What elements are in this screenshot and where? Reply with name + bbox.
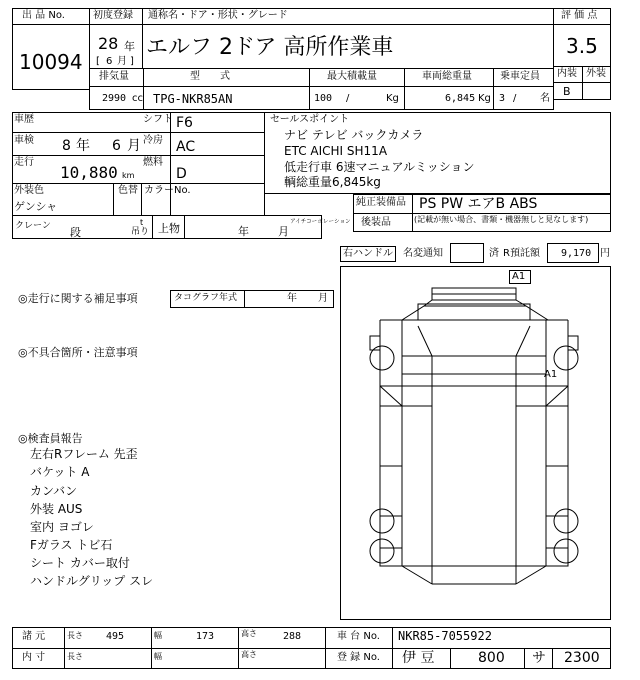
eval-label: 評 価 点 — [561, 10, 598, 21]
displacement: 2990 — [102, 93, 127, 104]
displacement-unit: cc — [132, 93, 143, 104]
inspection-month-unit: 月 — [127, 138, 141, 154]
inspection-year-unit: 年 — [76, 138, 90, 154]
divider — [12, 183, 265, 184]
name-change-box — [450, 243, 484, 263]
crane-stage: 段 — [70, 226, 81, 239]
divider — [524, 648, 525, 669]
divider — [170, 112, 171, 216]
gross-weight-kg: Kg — [478, 93, 491, 104]
ext-color-label: 外装色 — [14, 185, 44, 196]
inspector-item-2: バケット A — [30, 465, 90, 479]
divider — [12, 648, 611, 649]
ext-color: ゲンシャ — [14, 200, 58, 213]
mileage: 10,880 — [60, 163, 118, 182]
fuel: D — [176, 166, 187, 182]
dimensions-label: 諸 元 — [22, 631, 46, 642]
divider — [184, 215, 185, 239]
stock-no: 10094 — [19, 50, 83, 74]
ac: AC — [176, 139, 196, 155]
divider — [553, 24, 611, 25]
divider — [404, 68, 405, 110]
sales-point-4: 輌総重量6,845kg — [284, 175, 381, 189]
divider — [244, 290, 245, 308]
divider — [309, 68, 310, 110]
name-label: 通称名・ドア・形状・グレード — [148, 10, 288, 21]
reg-number: 2300 — [564, 650, 600, 666]
max-load: 100 — [314, 93, 333, 104]
shift-label: シフト — [143, 114, 173, 125]
name-change-label: 名変通知 — [403, 248, 443, 259]
inspector-item-3: カンバン — [30, 484, 78, 498]
crane-t: t — [140, 218, 144, 227]
divider — [143, 68, 144, 110]
inspection-month: 6 — [112, 138, 121, 154]
capacity: 3 — [499, 93, 506, 104]
yen: 円 — [600, 248, 610, 259]
divider — [238, 627, 239, 669]
mileage-unit: km — [122, 171, 135, 180]
inspection-year: 8 — [62, 138, 71, 154]
capacity-label: 乗車定員 — [500, 71, 540, 82]
divider — [493, 68, 494, 110]
month-bracket-open: [ — [96, 56, 100, 67]
recycle-fee: 9,170 — [561, 248, 592, 259]
gross-weight: 6,845 — [445, 93, 476, 104]
max-load-kg: Kg — [386, 93, 399, 104]
in-height-label: 高さ — [241, 650, 257, 659]
sales-point-2: ETC AICHI SH11A — [284, 144, 388, 158]
divider — [142, 8, 143, 69]
stock-no-label: 出 品 No. — [22, 10, 65, 21]
capacity-unit: 名 — [540, 93, 550, 104]
model: TPG-NKR85AN — [153, 92, 233, 106]
divider — [12, 24, 90, 25]
chassis-label: 車 台 No. — [337, 631, 380, 642]
width-label: 幅 — [154, 631, 162, 640]
ac-label: 冷房 — [143, 135, 163, 146]
inspector-label: ◎検査員報告 — [18, 432, 83, 445]
color-no-label2: カラーNo. — [144, 185, 191, 196]
interior-label: 内装 — [557, 68, 577, 79]
first-reg-year: 28 — [98, 34, 119, 53]
max-load-slash: / — [346, 93, 350, 104]
reg-class: 800 — [478, 650, 505, 666]
gross-weight-label: 車両総重量 — [422, 71, 472, 82]
first-reg-month: 6 — [106, 56, 113, 67]
upper-year-unit: 年 — [238, 225, 249, 238]
length: 495 — [106, 631, 125, 642]
inspection-label: 車検 — [14, 135, 34, 146]
sales-points-label: セールスポイント — [270, 114, 350, 125]
year-unit: 年 — [124, 40, 135, 53]
in-width-label: 幅 — [154, 652, 162, 661]
month-bracket-close: ] — [130, 56, 134, 67]
fuel-label: 燃料 — [143, 157, 163, 168]
upper-label: 上物 — [158, 222, 180, 235]
inspector-item-6: Fガラス トビ石 — [30, 538, 113, 552]
retrofit-note: (記載が無い場合、書類・機器無しと見なします) — [414, 215, 589, 224]
rhd: 右ハンドル — [343, 248, 393, 259]
inspector-item-5: 室内 ヨゴレ — [30, 520, 94, 534]
tag-side: A1 — [544, 369, 558, 380]
eval-score: 3.5 — [566, 34, 598, 58]
inspector-item-1: 左右Rフレーム 先歪 — [30, 447, 138, 461]
divider — [552, 648, 553, 669]
divider — [151, 627, 152, 669]
aichi-label: アイチコーポレーション — [290, 218, 351, 225]
reg-area: 伊 豆 — [402, 650, 435, 666]
model-label: 型 式 — [190, 71, 230, 82]
exterior-label: 外装 — [586, 68, 606, 79]
divider — [141, 183, 142, 216]
displacement-label: 排気量 — [99, 71, 129, 82]
divider — [353, 213, 611, 214]
height: 288 — [283, 631, 302, 642]
divider — [152, 215, 153, 239]
sales-point-3: 低走行車 6速マニュアルミッション — [284, 160, 475, 174]
defects-label: ◎不具合箇所・注意事項 — [18, 346, 138, 359]
height-label: 高さ — [241, 629, 257, 638]
divider — [392, 627, 393, 669]
reg-label: 登 録 No. — [337, 652, 380, 663]
inspector-item-4: 外装 AUS — [30, 502, 83, 516]
history-label: 車歴 — [14, 114, 34, 125]
truck-diagram — [340, 266, 611, 620]
length-label: 長さ — [67, 631, 83, 640]
first-reg-label: 初度登録 — [93, 10, 133, 21]
tacho-label: タコグラフ年式 — [174, 293, 238, 303]
tag-top: A1 — [512, 271, 526, 282]
divider — [89, 24, 554, 25]
reg-kana: サ — [532, 650, 546, 666]
sales-point-1: ナビ テレビ バックカメラ — [284, 128, 424, 142]
inspector-item-8: ハンドルグリップ スレ — [30, 574, 154, 588]
divider — [64, 627, 65, 669]
interior-size-label: 内 寸 — [22, 652, 46, 663]
month-unit: 月 — [117, 56, 127, 67]
width: 173 — [196, 631, 215, 642]
retrofit-label: 後装品 — [361, 217, 391, 228]
mileage-label: 走行 — [14, 157, 34, 168]
max-load-label: 最大積載量 — [327, 71, 377, 82]
equipment: PS PW エアB ABS — [419, 196, 538, 212]
driving-remarks-label: ◎走行に関する補足事項 — [18, 292, 138, 305]
divider — [450, 648, 451, 669]
color-no-label: 色替 — [118, 185, 138, 196]
tacho-year-unit: 年 — [287, 293, 297, 304]
divider — [412, 194, 413, 232]
divider — [12, 155, 265, 156]
divider — [12, 132, 265, 133]
interior-grade: B — [563, 85, 571, 98]
crane-label: クレーン — [15, 221, 51, 231]
divider — [113, 183, 114, 216]
crane-lift: 吊り — [131, 227, 150, 237]
shift: F6 — [176, 115, 193, 131]
chassis-no: NKR85-7055922 — [398, 629, 492, 643]
tacho-month-unit: 月 — [318, 293, 328, 304]
divider — [325, 627, 326, 669]
divider — [89, 86, 554, 87]
divider — [582, 66, 583, 100]
recycle-label: 済 — [489, 248, 499, 259]
car-name: エルフ 2ドア 高所作業車 — [146, 35, 394, 60]
equipment-label: 純正装備品 — [356, 197, 406, 208]
recycle-fee-label: R預託額 — [503, 248, 540, 259]
in-length-label: 長さ — [67, 652, 83, 661]
capacity-slash: / — [513, 93, 517, 104]
inspector-item-7: シート カバー取付 — [30, 556, 130, 570]
upper-month-unit: 月 — [278, 225, 289, 238]
